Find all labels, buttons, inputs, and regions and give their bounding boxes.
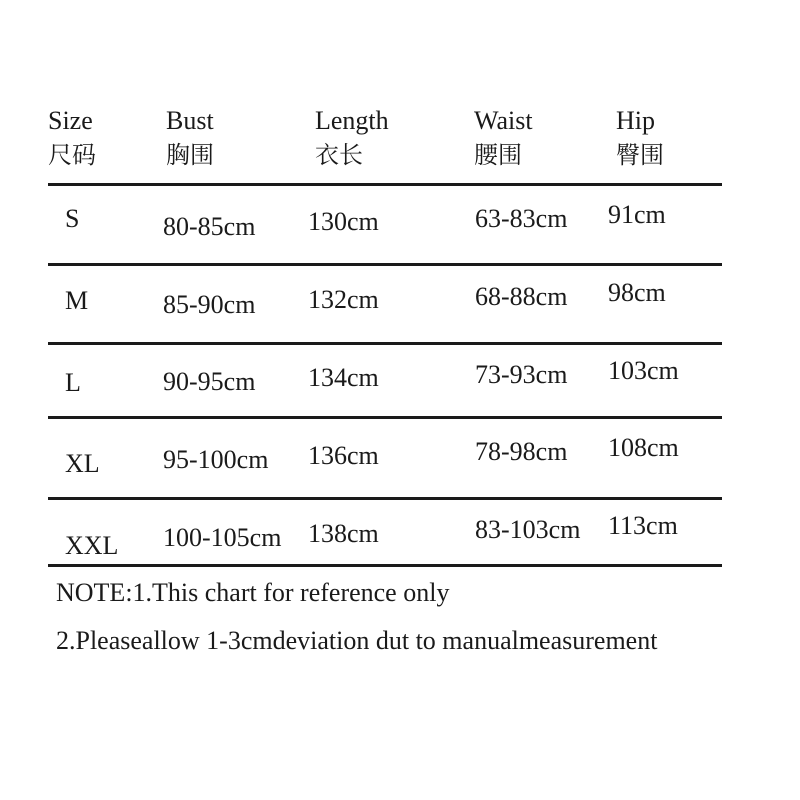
header-bust [166, 104, 214, 172]
rule-row-s [48, 263, 722, 266]
row-xxl-length: 138cm [308, 519, 379, 548]
rule-row-m [48, 342, 722, 345]
row-xl-length: 136cm [308, 441, 379, 470]
row-xl-bust: 95-100cm [163, 445, 269, 474]
row-l-waist: 73-93cm [475, 360, 568, 389]
row-s-hip: 91cm [608, 200, 666, 229]
row-l-size: L [65, 368, 81, 397]
rule-row-xxl [48, 564, 722, 567]
row-l-bust: 90-95cm [163, 367, 256, 396]
rule-header [48, 183, 722, 186]
header-bust-en: Bust [166, 106, 214, 135]
row-m-size: M [65, 286, 89, 315]
row-m-waist: 68-88cm [475, 282, 568, 311]
row-s-bust: 80-85cm [163, 212, 256, 241]
header-hip [616, 104, 664, 172]
row-xxl-bust: 100-105cm [163, 523, 282, 552]
row-xl-size: XL [65, 449, 100, 478]
rule-row-l [48, 416, 722, 419]
rule-row-xl [48, 497, 722, 500]
header-length-cn: 衣长 [315, 141, 363, 169]
row-l-length: 134cm [308, 363, 379, 392]
row-xl-waist: 78-98cm [475, 437, 568, 466]
header-size-en: Size [48, 106, 93, 135]
row-xxl-waist: 83-103cm [475, 515, 581, 544]
row-xxl-size: XXL [65, 531, 119, 560]
header-waist-cn: 腰围 [474, 141, 522, 169]
header-length [315, 104, 389, 172]
header-hip-en: Hip [616, 106, 655, 135]
row-m-bust: 85-90cm [163, 290, 256, 319]
row-m-hip: 98cm [608, 278, 666, 307]
row-s-size: S [65, 204, 80, 233]
header-hip-cn: 臀围 [616, 141, 664, 169]
header-size-cn: 尺码 [48, 141, 96, 169]
row-s-length: 130cm [308, 207, 379, 236]
row-s-waist: 63-83cm [475, 204, 568, 233]
header-bust-cn: 胸围 [166, 141, 214, 169]
header-length-en: Length [315, 106, 389, 135]
header-waist [474, 104, 533, 172]
row-l-hip: 103cm [608, 356, 679, 385]
note-line-1: NOTE:1.This chart for reference only [56, 578, 450, 607]
note-line-2: 2.Pleaseallow 1-3cmdeviation dut to manualmeasurement [56, 626, 658, 655]
row-xl-hip: 108cm [608, 433, 679, 462]
row-xxl-hip: 113cm [608, 511, 678, 540]
row-m-length: 132cm [308, 285, 379, 314]
header-size [48, 104, 96, 172]
header-waist-en: Waist [474, 106, 533, 135]
